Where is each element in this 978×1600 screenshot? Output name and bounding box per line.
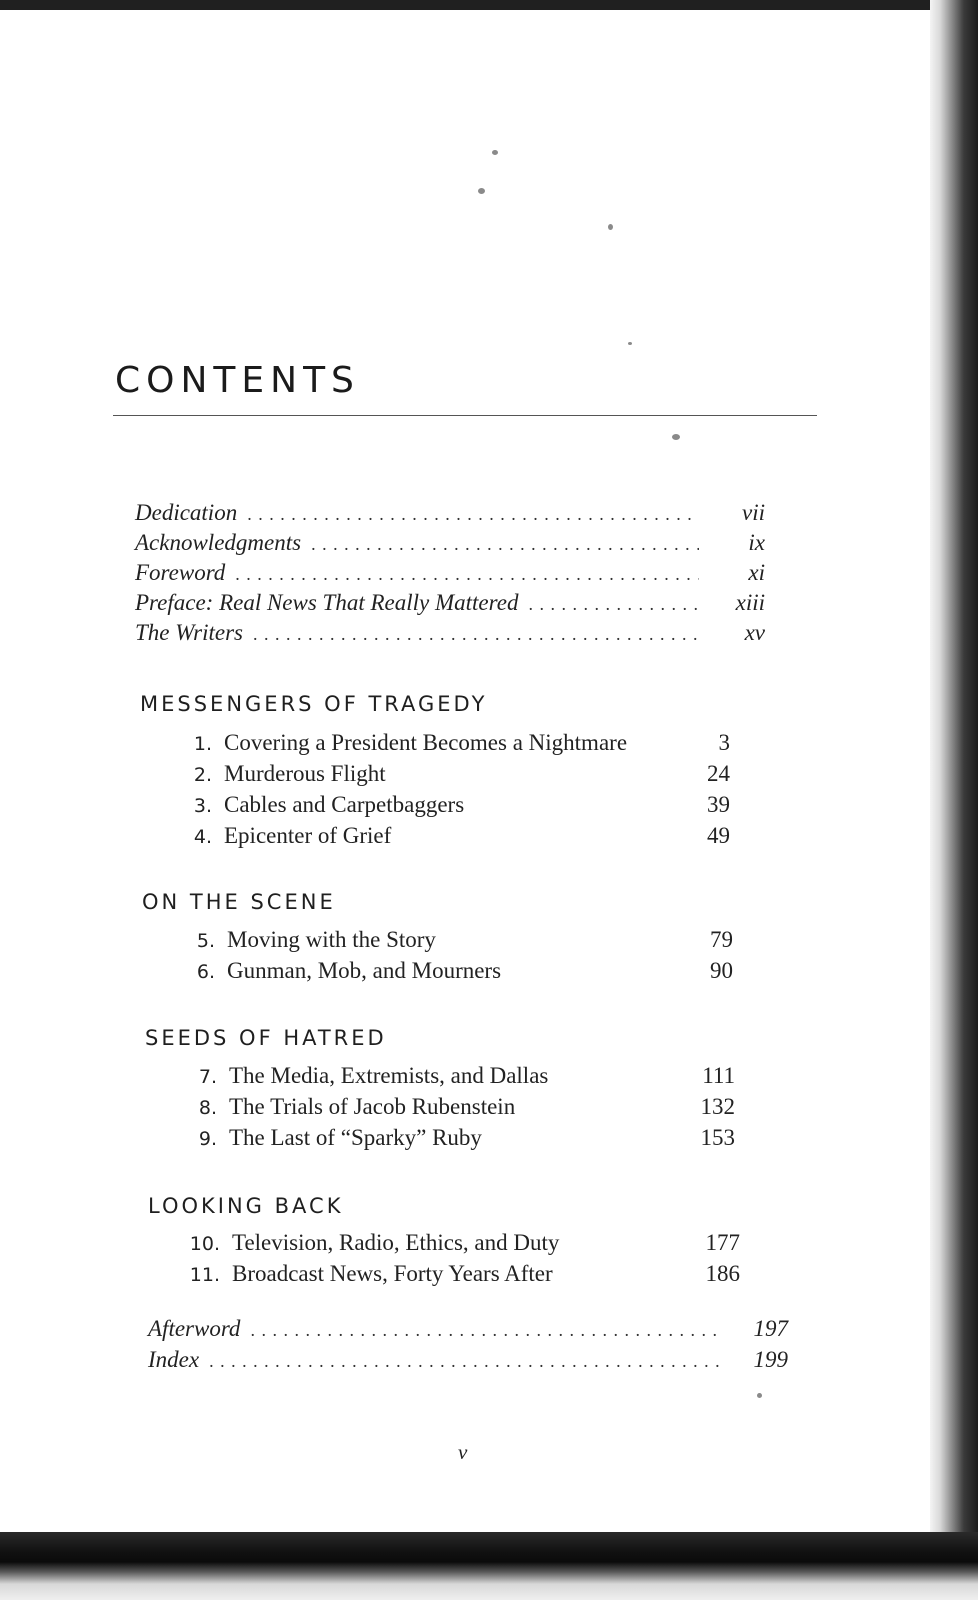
toc-entry-page: ix (748, 530, 765, 555)
toc-entry-label: Acknowledgments (135, 530, 302, 555)
page-title: CONTENTS (115, 360, 360, 401)
chapter-number: 3. (193, 795, 212, 817)
chapter-title: The Trials of Jacob Rubenstein (229, 1094, 516, 1119)
toc-entry-dedication (135, 500, 765, 526)
scan-bottom-edge (0, 1532, 978, 1600)
scan-speck (757, 1393, 762, 1398)
scan-speck (608, 224, 613, 230)
chapter-number: 11. (189, 1264, 220, 1286)
toc-entry-page: xv (744, 620, 765, 645)
part-heading: ON THE SCENE (142, 890, 336, 914)
chapter-number: 6. (196, 961, 215, 983)
toc-entry-page: vii (742, 500, 765, 525)
chapter-page: 186 (705, 1261, 740, 1286)
toc-entry-label: Afterword (148, 1316, 241, 1341)
chapter-title: Moving with the Story (227, 927, 436, 952)
scan-speck (492, 150, 498, 155)
page-number: v (458, 1440, 468, 1464)
scan-speck (628, 342, 632, 345)
chapter-page: 177 (705, 1230, 740, 1255)
title-rule (113, 415, 817, 416)
toc-entry-label: Index (148, 1347, 200, 1372)
chapter-page: 79 (710, 927, 733, 952)
toc-entry-acknowledgments (135, 530, 765, 556)
chapter-page: 111 (702, 1063, 735, 1088)
toc-entry-label: Foreword (135, 560, 226, 585)
chapter-number: 10. (189, 1233, 220, 1255)
dot-leader (247, 504, 699, 525)
toc-chapter-5 (173, 927, 733, 953)
toc-chapter-6 (173, 958, 733, 984)
toc-entry-label: Dedication (135, 500, 238, 525)
part-heading: MESSENGERS OF TRAGEDY (140, 692, 488, 716)
chapter-page: 153 (700, 1125, 735, 1150)
chapter-title: Television, Radio, Ethics, and Duty (232, 1230, 560, 1255)
chapter-page: 132 (700, 1094, 735, 1119)
toc-chapter-10 (178, 1230, 740, 1256)
toc-entry-label: Preface: Real News That Really Mattered (135, 590, 519, 615)
dot-leader (235, 564, 699, 585)
chapter-number: 8. (198, 1097, 217, 1119)
chapter-title: Epicenter of Grief (224, 823, 392, 848)
chapter-page: 24 (707, 761, 730, 786)
chapter-page: 49 (707, 823, 730, 848)
chapter-title: Murderous Flight (224, 761, 386, 786)
toc-entry-index (148, 1347, 788, 1373)
chapter-page: 3 (718, 730, 730, 755)
chapter-number: 1. (193, 733, 212, 755)
toc-entry-page: 199 (753, 1347, 788, 1372)
toc-entry-page: xiii (735, 590, 765, 615)
dot-leader (528, 594, 699, 615)
chapter-number: 4. (193, 826, 212, 848)
part-heading: SEEDS OF HATRED (145, 1026, 387, 1050)
toc-entry-the-writers (135, 620, 765, 646)
toc-entry-afterword (148, 1316, 788, 1342)
chapter-number: 5. (196, 930, 215, 952)
toc-chapter-4 (170, 823, 730, 849)
toc-chapter-9 (175, 1125, 735, 1151)
toc-chapter-2 (170, 761, 730, 787)
chapter-title: The Last of “Sparky” Ruby (229, 1125, 482, 1150)
chapter-number: 7. (198, 1066, 217, 1088)
dot-leader (250, 1320, 722, 1341)
chapter-page: 90 (710, 958, 733, 983)
chapter-title: Covering a President Becomes a Nightmare (224, 730, 628, 755)
scan-right-edge (930, 0, 978, 1600)
toc-entry-label: The Writers (135, 620, 243, 645)
dot-leader (253, 624, 699, 645)
book-page (0, 10, 930, 1532)
dot-leader (209, 1351, 722, 1372)
toc-chapter-11 (178, 1261, 740, 1287)
chapter-title: The Media, Extremists, and Dallas (229, 1063, 549, 1088)
toc-entry-page: xi (748, 560, 765, 585)
chapter-title: Broadcast News, Forty Years After (232, 1261, 553, 1286)
chapter-number: 2. (193, 764, 212, 786)
dot-leader (311, 534, 699, 555)
part-heading: LOOKING BACK (148, 1194, 344, 1218)
toc-entry-preface (135, 590, 765, 616)
scan-speck (672, 434, 680, 440)
chapter-page: 39 (707, 792, 730, 817)
chapter-title: Gunman, Mob, and Mourners (227, 958, 502, 983)
scan-top-edge (0, 0, 978, 10)
chapter-title: Cables and Carpetbaggers (224, 792, 465, 817)
toc-entry-foreword (135, 560, 765, 586)
chapter-number: 9. (198, 1128, 217, 1150)
toc-chapter-7 (175, 1063, 735, 1089)
toc-chapter-8 (175, 1094, 735, 1120)
scan-speck (478, 188, 485, 194)
toc-entry-page: 197 (753, 1316, 788, 1341)
toc-chapter-3 (170, 792, 730, 818)
toc-chapter-1 (170, 730, 730, 756)
